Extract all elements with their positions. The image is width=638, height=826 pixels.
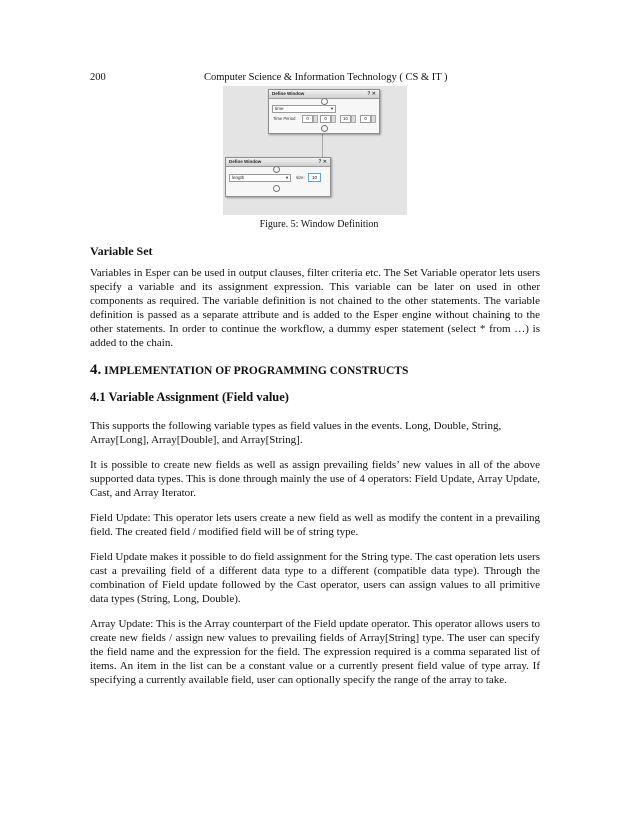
- section-title: [90, 362, 408, 379]
- section-number: 4.: [90, 362, 102, 378]
- help-close-icons[interactable]: ? ✕: [367, 91, 376, 97]
- figure-caption: Figure. 5: Window Definition: [259, 219, 379, 230]
- page-number: 200: [90, 72, 106, 83]
- paragraph: It is possible to create new fields as well as assign prevailing fields’ new values in all of the above supported data types. This is done through mainly the use of 4 operators: Field Update, Array Update, Cast, and Array Iterator.: [90, 459, 540, 499]
- time-spinner-3[interactable]: 10: [340, 115, 351, 123]
- window-title: Define Window: [272, 91, 305, 96]
- output-port-icon[interactable]: [273, 185, 280, 192]
- running-header: Computer Science & Information Technology ( CS & IT ): [204, 72, 448, 83]
- chevron-down-icon: ▼: [330, 106, 334, 111]
- paragraph: This supports the following variable types as field values in the events. Long, Double, String, Array[Long], Array[Double], and Array[String].: [90, 420, 502, 446]
- chevron-down-icon: ▼: [285, 175, 289, 180]
- paragraph: Field Update: This operator lets users create a new field as well as modify the content in a prevailing field. The created field / modified field will be of string type.: [90, 512, 540, 538]
- window-title: Define Window: [229, 159, 262, 164]
- input-port-icon[interactable]: [273, 166, 280, 173]
- connector-line: [322, 132, 323, 157]
- time-period-label: Time Period: [273, 116, 296, 121]
- spinner-arrows-icon[interactable]: [351, 115, 356, 123]
- section-heading: Variable Set: [90, 244, 153, 258]
- spinner-arrows-icon[interactable]: [313, 115, 318, 123]
- help-close-icons[interactable]: ? ✕: [318, 159, 327, 165]
- subsection-heading: 4.1 Variable Assignment (Field value): [90, 390, 289, 404]
- spinner-arrows-icon[interactable]: [371, 115, 376, 123]
- section-title-text: IMPLEMENTATION OF PROGRAMMING CONSTRUCTS: [104, 365, 409, 377]
- paragraph: Array Update: This is the Array counterpart of the Field update operator. This operator allows users to create new fields / assign new values to prevailing fields of Array[String] type. The user can specify the field name and the expression for the field. The expression required is a comma separated list of items. An item in the list can be a constant value or a currently present field value of type array. If specifying a currently available field, user can optionally specify the range of the array to take.: [90, 618, 540, 686]
- output-port-icon[interactable]: [321, 125, 328, 132]
- input-port-icon[interactable]: [321, 98, 328, 105]
- paragraph: Variables in Esper can be used in output clauses, filter criteria etc. The Set Variable operator lets users specify a variable and its assignment expression. This variable can be later on used in other components as required. The variable definition is not chained to the other statements. The variable definition is passed as a separate attribute and is added to the Esper engine without chaining to the other statements. In order to continue the workflow, a dummy esper statement (select * from …) is added to the chain.: [90, 267, 540, 349]
- time-spinner-2[interactable]: 0: [320, 115, 331, 123]
- window-type-select[interactable]: time ▼: [272, 105, 336, 113]
- size-label: size:: [296, 175, 305, 180]
- paragraph: Field Update makes it possible to do field assignment for the String type. The cast operation lets users cast a prevailing field of a different data type to a different (compatible data type). Through the combination of Field update followed by the Cast operator, users can assign values to all primitive data types (String, Long, Double).: [90, 551, 540, 605]
- spinner-arrows-icon[interactable]: [331, 115, 336, 123]
- time-spinner-4[interactable]: 0: [360, 115, 371, 123]
- size-input[interactable]: 10: [308, 173, 321, 182]
- window-type-select[interactable]: length ▼: [229, 174, 291, 182]
- time-spinner-1[interactable]: 0: [302, 115, 313, 123]
